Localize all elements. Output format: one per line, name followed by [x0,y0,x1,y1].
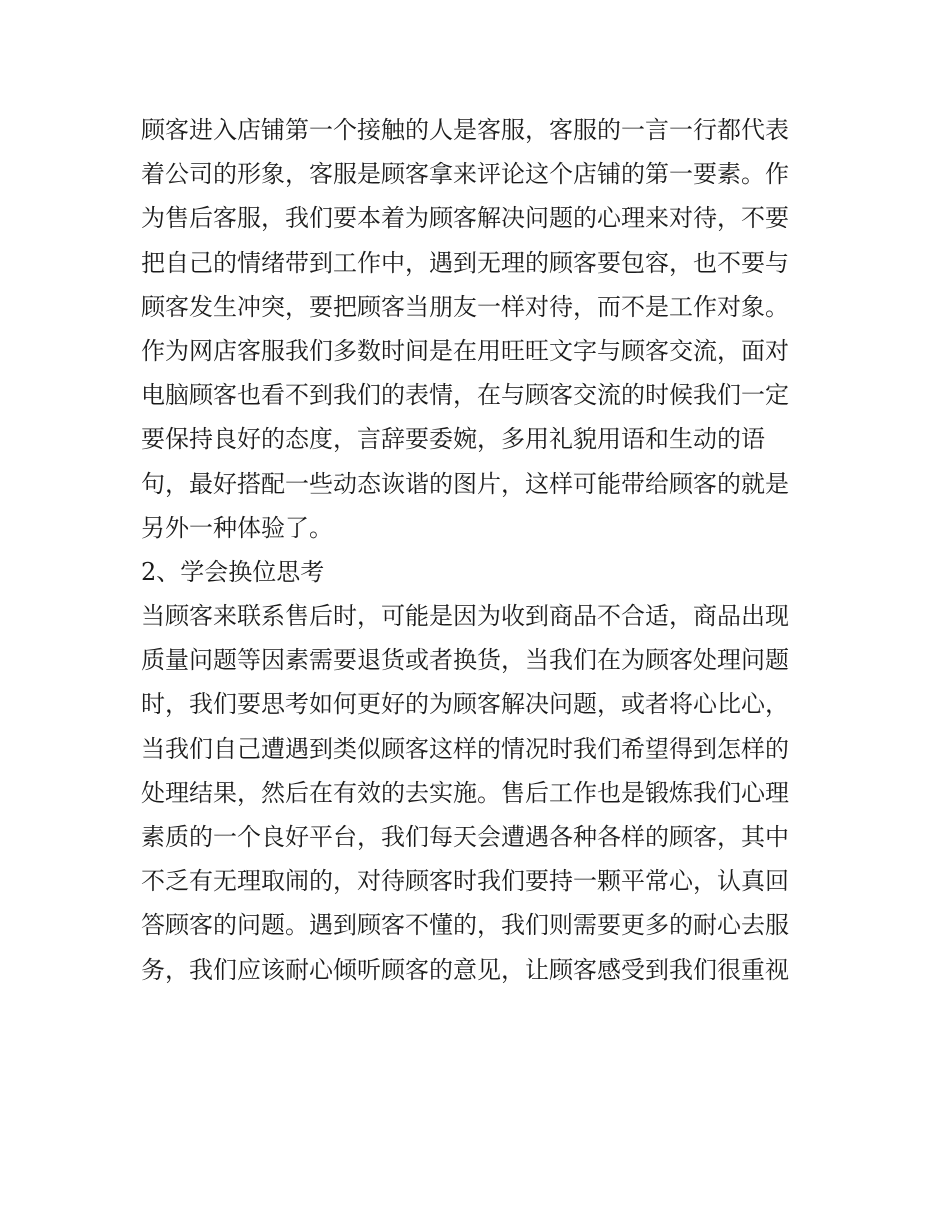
text-line: 质量问题等因素需要退货或者换货，当我们在为顾客处理问题 [141,646,789,675]
text-line: 当顾客来联系售后时，可能是因为收到商品不合适，商品出现 [141,602,789,631]
text-line: 务，我们应该耐心倾听顾客的意见，让顾客感受到我们很重视 [141,955,789,984]
text-line: 要保持良好的态度，言辞要委婉，多用礼貌用语和生动的语 [141,425,765,454]
text-line: 不乏有无理取闹的，对待顾客时我们要持一颗平常心，认真回 [141,867,789,896]
body-text [141,108,821,992]
text-line: 时，我们要思考如何更好的为顾客解决问题，或者将心比心， [141,690,789,719]
text-line: 答顾客的问题。遇到顾客不懂的，我们则需要更多的耐心去服 [141,911,789,940]
text-line: 电脑顾客也看不到我们的表情，在与顾客交流的时候我们一定 [141,381,789,410]
text-line: 为售后客服，我们要本着为顾客解决问题的心理来对待，不要 [141,204,789,233]
text-line: 另外一种体验了。 [141,513,333,542]
text-line: 当我们自己遭遇到类似顾客这样的情况时我们希望得到怎样的 [141,734,789,763]
section-heading: 2、学会换位思考 [141,557,325,586]
text-line: 素质的一个良好平台，我们每天会遭遇各种各样的顾客，其中 [141,823,789,851]
text-line: 处理结果，然后在有效的去实施。售后工作也是锻炼我们心理 [141,778,789,807]
text-line: 作为网店客服我们多数时间是在用旺旺文字与顾客交流，面对 [141,336,789,365]
text-line: 句，最好搭配一些动态诙谐的图片，这样可能带给顾客的就是 [141,469,789,498]
text-line: 着公司的形象，客服是顾客拿来评论这个店铺的第一要素。作 [141,160,789,189]
text-line: 顾客发生冲突，要把顾客当朋友一样对待，而不是工作对象。 [141,292,789,321]
text-line: 顾客进入店铺第一个接触的人是客服，客服的一言一行都代表 [141,116,789,144]
text-line: 把自己的情绪带到工作中，遇到无理的顾客要包容，也不要与 [141,248,789,277]
